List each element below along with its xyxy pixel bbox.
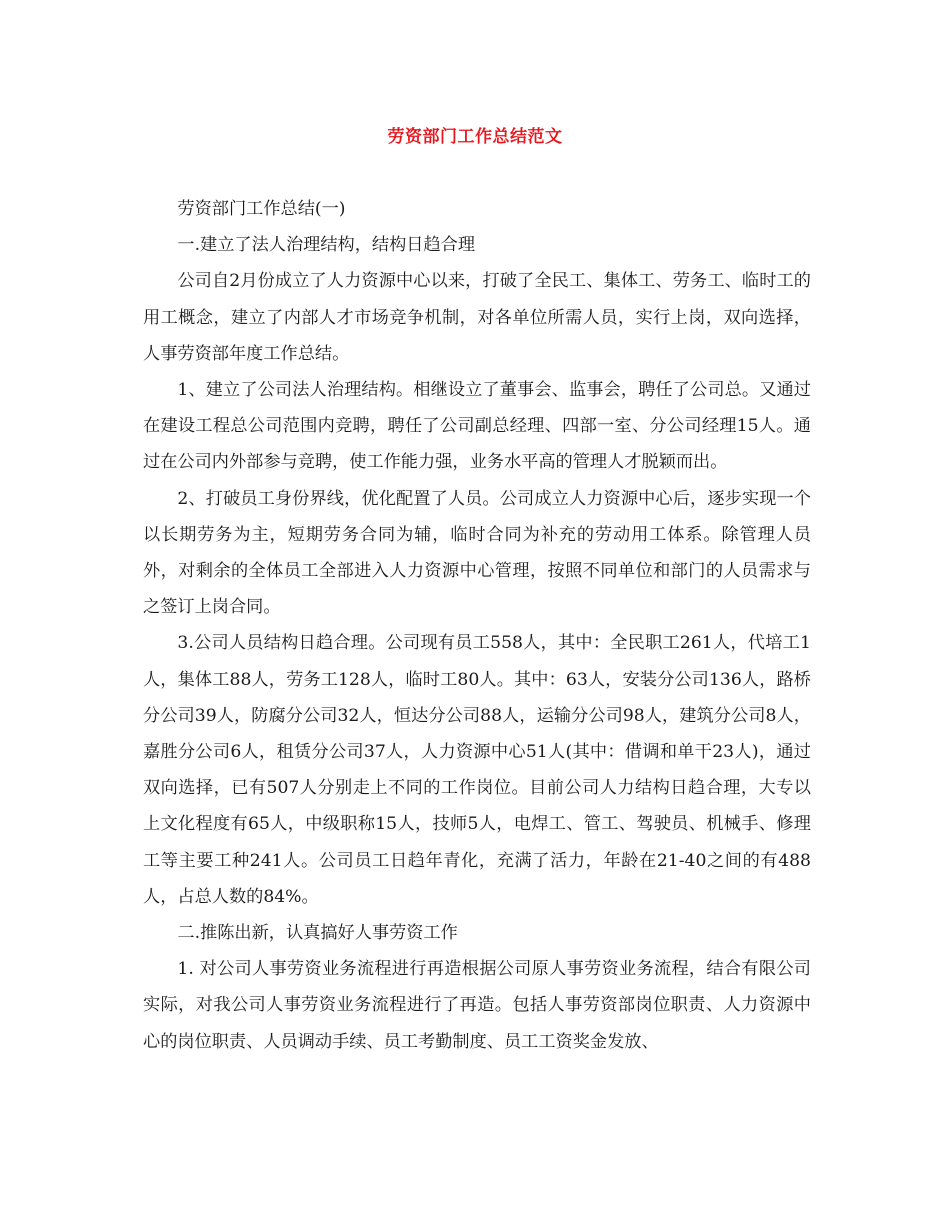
subsection-heading: 二.推陈出新，认真搞好人事劳资工作: [177, 923, 458, 944]
document-title: 劳资部门工作总结范文: [387, 127, 563, 147]
body-paragraph: 1、建立了公司法人治理结构。相继设立了董事会、监事会，聘任了公司总。又通过在建设工程总公司范围内竞聘，聘任了公司副总经理、四部一室、分公司经理15人。通过在公司内外部参与竞聘，使工作能力强，业务水平高的管理人才脱颖而出。: [143, 380, 811, 473]
body-paragraph: 1. 对公司人事劳资业务流程进行再造根据公司原人事劳资业务流程，结合有限公司实际，对我公司人事劳资业务流程进行了再造。包括人事劳资部岗位职责、人力资源中心的岗位职责、人员调动手续、员工考勤制度、员工工资奖金发放、: [143, 959, 811, 1052]
document-body: [143, 191, 811, 1060]
body-paragraph: 公司自2月份成立了人力资源中心以来，打破了全民工、集体工、劳务工、临时工的用工概念，建立了内部人才市场竞争机制，对各单位所需人员，实行上岗，双向选择，人事劳资部年度工作总结。: [143, 271, 811, 364]
body-paragraph: 3.公司人员结构日趋合理。公司现有员工558人，其中：全民职工261人，代培工1人，集体工88人，劳务工128人，临时工80人。其中：63人，安装分公司136人，路桥分公司39人，防腐分公司32人，恒达分公司88人，运输分公司98人，建筑分公司8人，嘉胜分公司6人，租赁分公司37人，人力资源中心51人(其中：借调和单干23人)，通过双向选择，已有507人分别走上不同的工作岗位。目前公司人力结构日趋合理，大专以上文化程度有65人，中级职称15人，技师5人，电焊工、管工、驾驶员、机械手、修理工等主要工种241人。公司员工日趋年青化，充满了活力，年龄在21-40之间的有488人，占总人数的84%。: [143, 633, 811, 907]
body-paragraph: 2、打破员工身份界线，优化配置了人员。公司成立人力资源中心后，逐步实现一个以长期劳务为主，短期劳务合同为辅，临时合同为补充的劳动用工体系。除管理人员外，对剩余的全体员工全部进入人力资源中心管理，按照不同单位和部门的人员需求与之签订上岗合同。: [143, 488, 811, 618]
section-heading: 劳资部门工作总结(一): [177, 199, 346, 219]
subsection-heading: 一.建立了法人治理结构，结构日趋合理: [177, 235, 476, 256]
